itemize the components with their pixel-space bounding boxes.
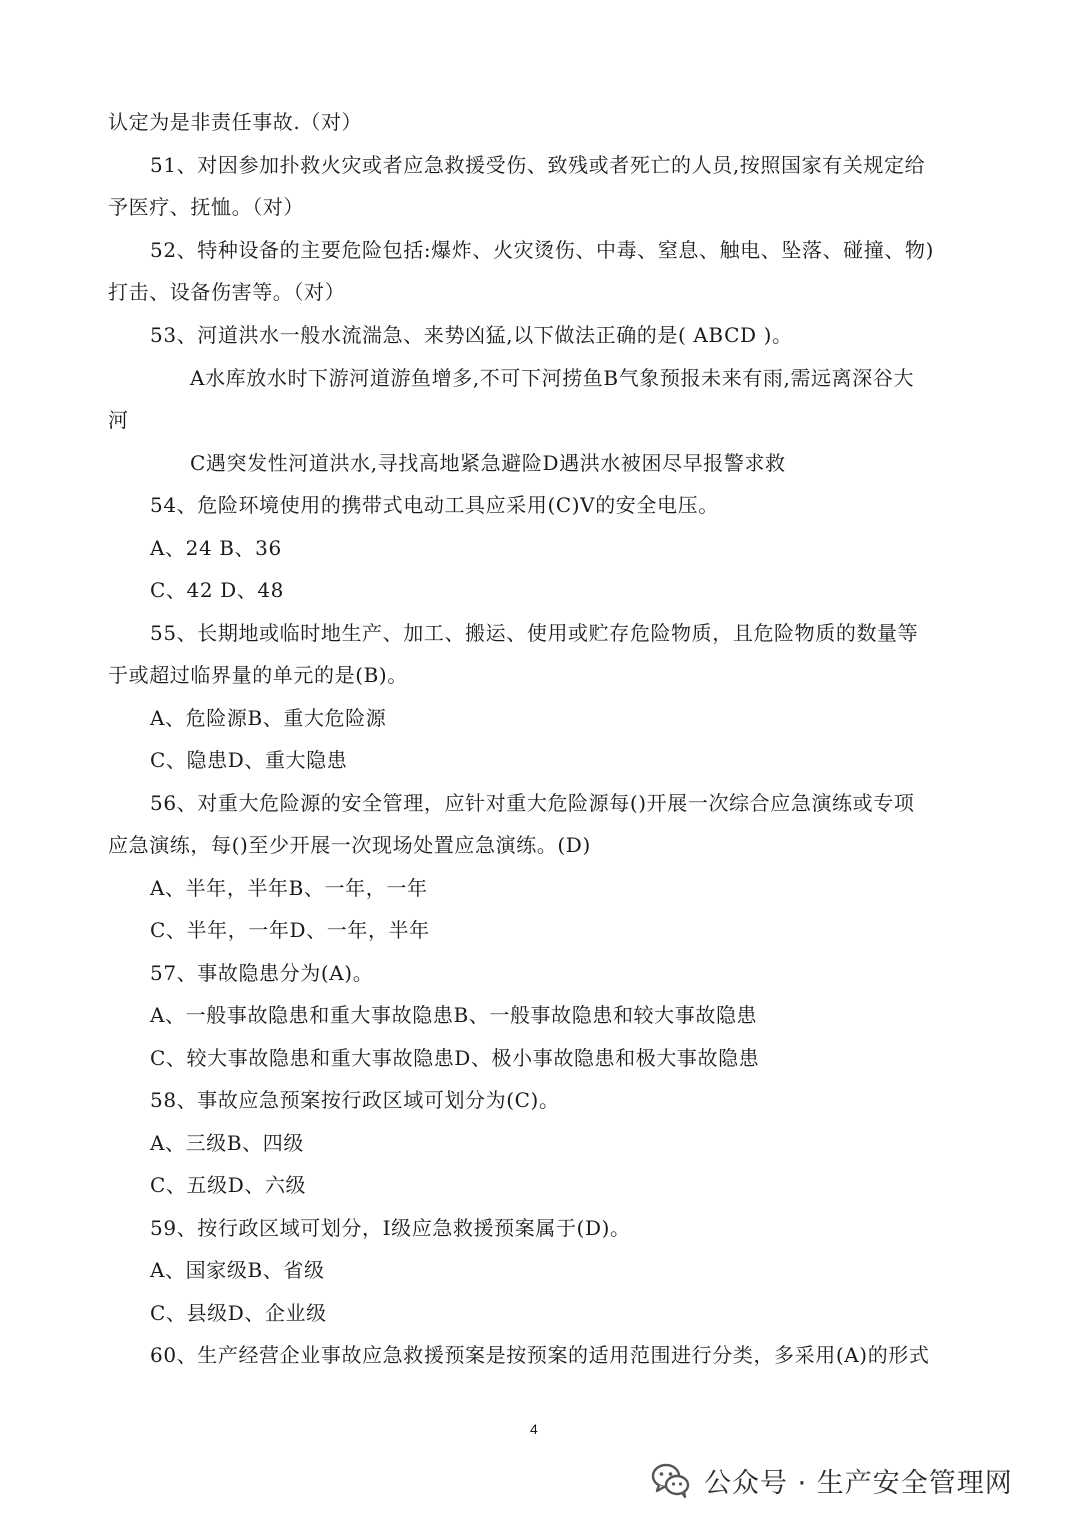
question-57: 57、事故隐患分为(A)。	[150, 961, 374, 985]
option-line: A、国家级B、省级	[150, 1258, 325, 1282]
wechat-icon	[650, 1459, 692, 1501]
option-line: A、危险源B、重大危险源	[150, 706, 387, 730]
option-line: C、半年，一年D、一年，半年	[150, 918, 430, 942]
option-line: A、半年，半年B、一年，一年	[150, 876, 428, 900]
question-60: 60、生产经营企业事故应急救援预案是按预案的适用范围进行分类，多采用(A)的形式	[150, 1343, 930, 1367]
question-52: 52、特种设备的主要危险包括:爆炸、火灾烫伤、中毒、窒息、触电、坠落、碰撞、物)	[150, 238, 934, 262]
question-59: 59、按行政区域可划分，Ⅰ级应急救援预案属于(D)。	[150, 1216, 631, 1240]
question-54: 54、危险环境使用的携带式电动工具应采用(C)V的安全电压。	[150, 493, 719, 517]
text-line: 于或超过临界量的单元的是(B)。	[108, 663, 408, 687]
option-line: A、三级B、四级	[150, 1131, 304, 1155]
page-number: 4	[530, 1421, 538, 1437]
option-line: C、42 D、48	[150, 578, 284, 602]
question-51: 51、对因参加扑救火灾或者应急救援受伤、致残或者死亡的人员,按照国家有关规定给	[150, 153, 926, 177]
question-56: 56、对重大危险源的安全管理，应针对重大危险源每()开展一次综合应急演练或专项	[150, 791, 915, 815]
question-58: 58、事故应急预案按行政区域可划分为(C)。	[150, 1088, 560, 1112]
watermark-text: 公众号 · 生产安全管理网	[704, 1467, 1013, 1499]
text-line: 打击、设备伤害等。（对）	[108, 280, 346, 304]
option-line: C、县级D、企业级	[150, 1301, 327, 1325]
text-line: 予医疗、抚恤。（对）	[108, 195, 304, 219]
question-55: 55、长期地或临时地生产、加工、搬运、使用或贮存危险物质，且危险物质的数量等	[150, 621, 919, 645]
option-line: C、较大事故隐患和重大事故隐患D、极小事故隐患和极大事故隐患	[150, 1046, 760, 1070]
option-line: C遇突发性河道洪水,寻找高地紧急避险D遇洪水被困尽早报警求救	[190, 451, 786, 475]
option-line: A、24 B、36	[150, 536, 282, 560]
option-line: C、五级D、六级	[150, 1173, 307, 1197]
option-line: C、隐患D、重大隐患	[150, 748, 348, 772]
option-line: A、一般事故隐患和重大事故隐患B、一般事故隐患和较大事故隐患	[150, 1003, 758, 1027]
text-line: 认定为是非责任事故.（对）	[108, 110, 363, 134]
text-line: 应急演练，每()至少开展一次现场处置应急演练。(D)	[108, 833, 591, 857]
text-line: 河	[108, 408, 129, 432]
watermark	[650, 1455, 1013, 1505]
option-line: A水库放水时下游河道游鱼增多,不可下河捞鱼B气象预报未来有雨,需远离深谷大	[190, 366, 915, 390]
question-53: 53、河道洪水一般水流湍急、来势凶猛,以下做法正确的是( ABCD )。	[150, 323, 793, 347]
